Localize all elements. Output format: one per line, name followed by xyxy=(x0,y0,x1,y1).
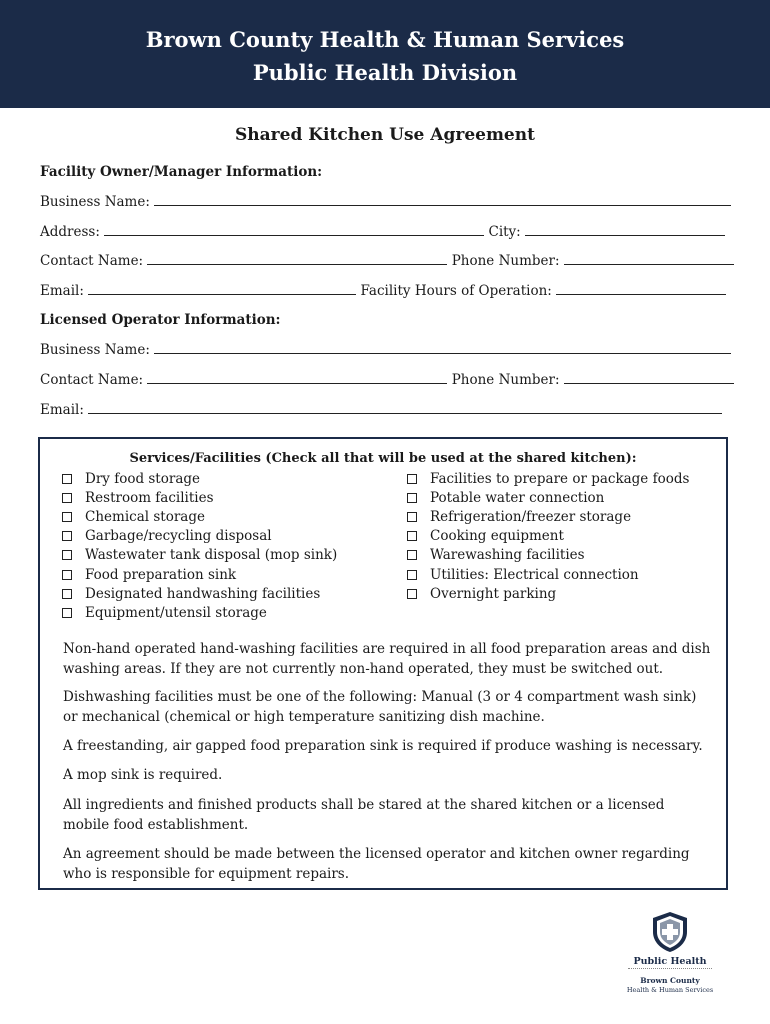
requirement-prep-sink: A freestanding, air gapped food preparation sink is required if produce washing is necessary. xyxy=(63,738,703,754)
shield-icon xyxy=(650,910,690,954)
service-label: Designated handwashing facilities xyxy=(85,585,321,602)
owner-phone-line[interactable] xyxy=(564,252,734,265)
owner-business-name-field[interactable] xyxy=(40,193,730,210)
checkbox-icon[interactable] xyxy=(407,589,417,599)
service-label: Utilities: Electrical connection xyxy=(430,566,639,583)
logo-dept: Health & Human Services xyxy=(626,986,714,994)
checkbox-icon[interactable] xyxy=(407,474,417,484)
requirement-repairs: An agreement should be made between the licensed operator and kitchen owner regarding who is responsible for equipment repairs. xyxy=(63,846,690,882)
service-label: Dry food storage xyxy=(85,470,200,487)
services-box xyxy=(38,437,728,890)
owner-business-name-label: Business Name: xyxy=(40,194,150,210)
service-option[interactable] xyxy=(407,527,689,546)
owner-contact-name-line[interactable] xyxy=(147,252,447,265)
checkbox-icon[interactable] xyxy=(62,608,72,618)
checkbox-icon[interactable] xyxy=(62,512,72,522)
operator-business-name-label: Business Name: xyxy=(40,342,150,358)
owner-hours-label: Facility Hours of Operation: xyxy=(360,283,552,299)
operator-phone-line[interactable] xyxy=(564,371,734,384)
header-division: Public Health Division xyxy=(252,60,518,85)
service-option[interactable] xyxy=(62,507,337,526)
requirement-storage: All ingredients and finished products shall be stared at the shared kitchen or a licensed mobile food establishment. xyxy=(63,797,665,833)
service-label: Cooking equipment xyxy=(430,528,564,545)
public-health-logo xyxy=(622,910,718,1000)
logo-name: Public Health xyxy=(633,956,707,967)
checkbox-icon[interactable] xyxy=(407,493,417,503)
checkbox-icon[interactable] xyxy=(407,550,417,560)
service-label: Equipment/utensil storage xyxy=(85,604,267,621)
owner-contact-field[interactable] xyxy=(40,252,730,269)
operator-contact-field[interactable] xyxy=(40,371,730,388)
owner-address-label: Address: xyxy=(40,224,100,240)
checkbox-icon[interactable] xyxy=(407,531,417,541)
service-label: Food preparation sink xyxy=(85,566,237,583)
checkbox-icon[interactable] xyxy=(62,589,72,599)
owner-contact-name-label: Contact Name: xyxy=(40,253,144,269)
service-option[interactable] xyxy=(407,584,689,603)
operator-business-name-field[interactable] xyxy=(40,341,730,358)
services-right-column xyxy=(407,469,689,603)
owner-address-field[interactable] xyxy=(40,223,730,240)
service-label: Potable water connection xyxy=(430,489,605,506)
operator-email-line[interactable] xyxy=(88,401,722,414)
owner-phone-label: Phone Number: xyxy=(451,253,560,269)
owner-email-label: Email: xyxy=(40,283,84,299)
operator-phone-label: Phone Number: xyxy=(451,372,560,388)
document-title: Shared Kitchen Use Agreement xyxy=(235,125,535,145)
checkbox-icon[interactable] xyxy=(62,570,72,580)
operator-email-field[interactable] xyxy=(40,401,730,418)
operator-email-label: Email: xyxy=(40,402,84,418)
service-label: Restroom facilities xyxy=(85,489,214,506)
logo-tagline-rule xyxy=(628,968,712,971)
page-header xyxy=(0,0,770,108)
owner-section-heading: Facility Owner/Manager Information: xyxy=(40,164,323,180)
service-label: Wastewater tank disposal (mop sink) xyxy=(85,547,338,564)
service-label: Warewashing facilities xyxy=(430,547,585,564)
service-option[interactable] xyxy=(407,488,689,507)
service-option[interactable] xyxy=(407,546,689,565)
logo-org: Brown County xyxy=(640,976,700,985)
service-label: Refrigeration/freezer storage xyxy=(430,508,632,525)
checkbox-icon[interactable] xyxy=(407,512,417,522)
owner-city-line[interactable] xyxy=(525,223,725,236)
service-option[interactable] xyxy=(407,565,689,584)
checkbox-icon[interactable] xyxy=(62,531,72,541)
service-option[interactable] xyxy=(407,507,689,526)
operator-contact-name-label: Contact Name: xyxy=(40,372,144,388)
service-option[interactable] xyxy=(62,546,337,565)
owner-business-name-line[interactable] xyxy=(154,193,731,206)
services-title: Services/Facilities (Check all that will be used at the shared kitchen): xyxy=(129,451,637,466)
owner-city-label: City: xyxy=(488,224,521,240)
owner-address-line[interactable] xyxy=(104,223,484,236)
operator-section-heading: Licensed Operator Information: xyxy=(40,312,281,328)
requirement-handwashing: Non-hand operated hand-washing facilities are required in all food preparation areas and dish washing areas. If they are not currently non-hand operated, they must be switched out. xyxy=(63,641,711,677)
owner-hours-line[interactable] xyxy=(556,282,726,295)
owner-email-field[interactable] xyxy=(40,282,730,299)
services-left-column xyxy=(62,469,337,623)
service-label: Chemical storage xyxy=(85,508,205,525)
service-option[interactable] xyxy=(62,565,337,584)
service-option[interactable] xyxy=(62,488,337,507)
service-label: Facilities to prepare or package foods xyxy=(430,470,690,487)
checkbox-icon[interactable] xyxy=(62,550,72,560)
checkbox-icon[interactable] xyxy=(62,493,72,503)
service-option[interactable] xyxy=(62,584,337,603)
owner-email-line[interactable] xyxy=(88,282,356,295)
service-option[interactable] xyxy=(62,603,337,622)
service-label: Garbage/recycling disposal xyxy=(85,528,272,545)
service-label: Overnight parking xyxy=(430,585,557,602)
operator-business-name-line[interactable] xyxy=(154,341,731,354)
requirement-mop-sink: A mop sink is required. xyxy=(63,767,223,783)
checkbox-icon[interactable] xyxy=(62,474,72,484)
checkbox-icon[interactable] xyxy=(407,570,417,580)
operator-contact-name-line[interactable] xyxy=(147,371,447,384)
service-option[interactable] xyxy=(62,469,337,488)
service-option[interactable] xyxy=(407,469,689,488)
header-org-name: Brown County Health & Human Services xyxy=(145,27,625,52)
requirement-dishwashing: Dishwashing facilities must be one of the following: Manual (3 or 4 compartment wash sink) or mechanical (chemical or high temperature sanitizing dish machine. xyxy=(63,689,697,725)
service-option[interactable] xyxy=(62,527,337,546)
